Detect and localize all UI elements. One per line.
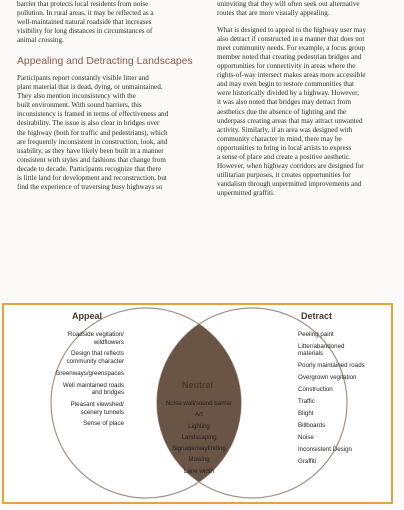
appeal-item: Design that reflects community character bbox=[66, 350, 124, 365]
left-body-line: are frequently inconsistent in construction, look, and bbox=[17, 137, 168, 146]
detract-item: Graffiti bbox=[298, 457, 317, 465]
right-body-line: also detract if constructed in a manner that does not bbox=[217, 35, 365, 44]
detract-item: Billboards bbox=[298, 421, 326, 429]
left-body-line: decade to decade. Participants recognize that there bbox=[17, 164, 162, 173]
left-body-line: the highway (both for traffic and pedestrians), which bbox=[17, 128, 168, 137]
detract-title: Detract bbox=[301, 311, 333, 321]
appeal-list bbox=[14, 331, 124, 432]
right-body-line: and may even begin to restore communities that bbox=[217, 80, 355, 89]
neutral-item: Art bbox=[195, 411, 203, 419]
neutral-list bbox=[129, 400, 269, 479]
right-body-line: community character in mind, there may be bbox=[217, 134, 342, 143]
left-intro-line: well-maintained natural roadside that increases bbox=[17, 18, 152, 27]
right-body-line: unpermitted graffiti. bbox=[217, 188, 275, 197]
right-body-line: vandalism through unpermitted improvements and bbox=[217, 179, 362, 188]
neutral-item: Lighting bbox=[188, 422, 210, 430]
left-body-line: consistent with styles and fashions that change from bbox=[17, 155, 166, 164]
neutral-item: Signage/wayfinding bbox=[172, 445, 226, 453]
neutral-item: Mowing bbox=[188, 456, 210, 464]
left-body-line: Participants report constantly visible litter and bbox=[17, 74, 149, 83]
detract-item: Traffic bbox=[298, 398, 315, 406]
left-body-line: They also mention inconsistency with the bbox=[17, 92, 136, 101]
appeal-item: Well maintained roads and bridges bbox=[62, 381, 124, 397]
neutral-item: Lane width bbox=[184, 467, 214, 475]
right-body-line: were historically divided by a highway. However, bbox=[217, 89, 360, 98]
detract-item: Construction bbox=[298, 386, 333, 394]
left-body-line: usability, as they have likely been built in a manner bbox=[17, 146, 164, 155]
right-body-line: activity. Similarly, if an area was designed with bbox=[217, 125, 353, 134]
appeal-item: Roadside vegitation/ wildflowers bbox=[67, 331, 124, 346]
right-body-line: opportunities to bring in local artists to express bbox=[217, 143, 352, 152]
right-body-line: member noted that creating pedestrian bridges and bbox=[217, 53, 362, 62]
right-text-column bbox=[217, 0, 395, 198]
left-body-line: plant material that is dead, dying, or unmaintained. bbox=[17, 83, 163, 92]
venn-figure bbox=[2, 303, 393, 504]
left-intro-line: animal crossing. bbox=[17, 36, 64, 45]
left-body-line: is little land for development and reconstruction, but bbox=[17, 173, 167, 182]
right-body-line: What is designed to appeal to the highway user may bbox=[217, 26, 366, 35]
left-intro-line: pollution. In rural areas, it may be reflected as a bbox=[17, 9, 154, 18]
right-body-line: aesthetics due the absence of lighting and the bbox=[217, 107, 347, 116]
detract-list bbox=[298, 331, 388, 469]
detract-item: Inconsistent Design bbox=[298, 445, 352, 453]
left-body-line: built environment. With sound barriers, this bbox=[17, 101, 142, 110]
detract-item: Noise bbox=[298, 433, 314, 441]
right-body-line: However, when highway corridors are designed for bbox=[217, 161, 364, 170]
appeal-item: Greenways/greenspaces bbox=[55, 369, 124, 377]
right-body-line: utilitarian purposes, it creates opportunities for bbox=[217, 170, 351, 179]
right-body-line: meet community needs. For example, a focus group bbox=[217, 44, 366, 53]
detract-item: Blight bbox=[298, 409, 314, 417]
detract-item: Peeling paint bbox=[298, 331, 334, 338]
appeal-title: Appeal bbox=[72, 311, 103, 321]
section-heading: Appealing and Detracting Landscapes bbox=[17, 56, 193, 68]
right-body-line: it was also noted that bridges may detract from bbox=[217, 98, 352, 107]
appeal-item: Sense of place bbox=[83, 420, 124, 428]
right-intro-line: routes that are more visually appealing. bbox=[217, 9, 330, 18]
neutral-item: Noise wall/sound barrier bbox=[165, 400, 233, 407]
appeal-item: Pleasant viewshed/ scenery tunnels bbox=[70, 400, 124, 416]
detract-item: Poorly maintained roads bbox=[298, 362, 365, 370]
right-body-line: a sense of place and create a positive aesthetic. bbox=[217, 152, 351, 161]
right-body-line: opportunities for connectivity in areas where the bbox=[217, 62, 356, 71]
detract-item: Overgrown vegitation bbox=[298, 374, 357, 382]
left-intro-line: barrier that protects local residents from noise bbox=[17, 0, 149, 8]
right-body-line: underpass creating areas that may attract unwanted bbox=[217, 116, 363, 125]
detract-item: Litter/abandoned materials bbox=[298, 342, 345, 358]
left-text-column bbox=[17, 0, 200, 192]
neutral-title: Neutral bbox=[182, 380, 214, 390]
left-body-line: desirability. The issue is also clear in bridges over bbox=[17, 119, 160, 128]
right-intro-line: uninviting that they will often seek out alternative bbox=[217, 0, 360, 8]
neutral-item: Landscaping bbox=[181, 433, 217, 441]
right-body-line: rights-of-way intersect makes areas more accessible bbox=[217, 71, 366, 80]
left-body-line: inconsistency is framed in terms of effectiveness and bbox=[17, 110, 169, 119]
left-body-line: find the experience of traversing busy highways so bbox=[17, 182, 163, 191]
left-intro-line: visibility for long distances in circumstances of bbox=[17, 27, 153, 36]
